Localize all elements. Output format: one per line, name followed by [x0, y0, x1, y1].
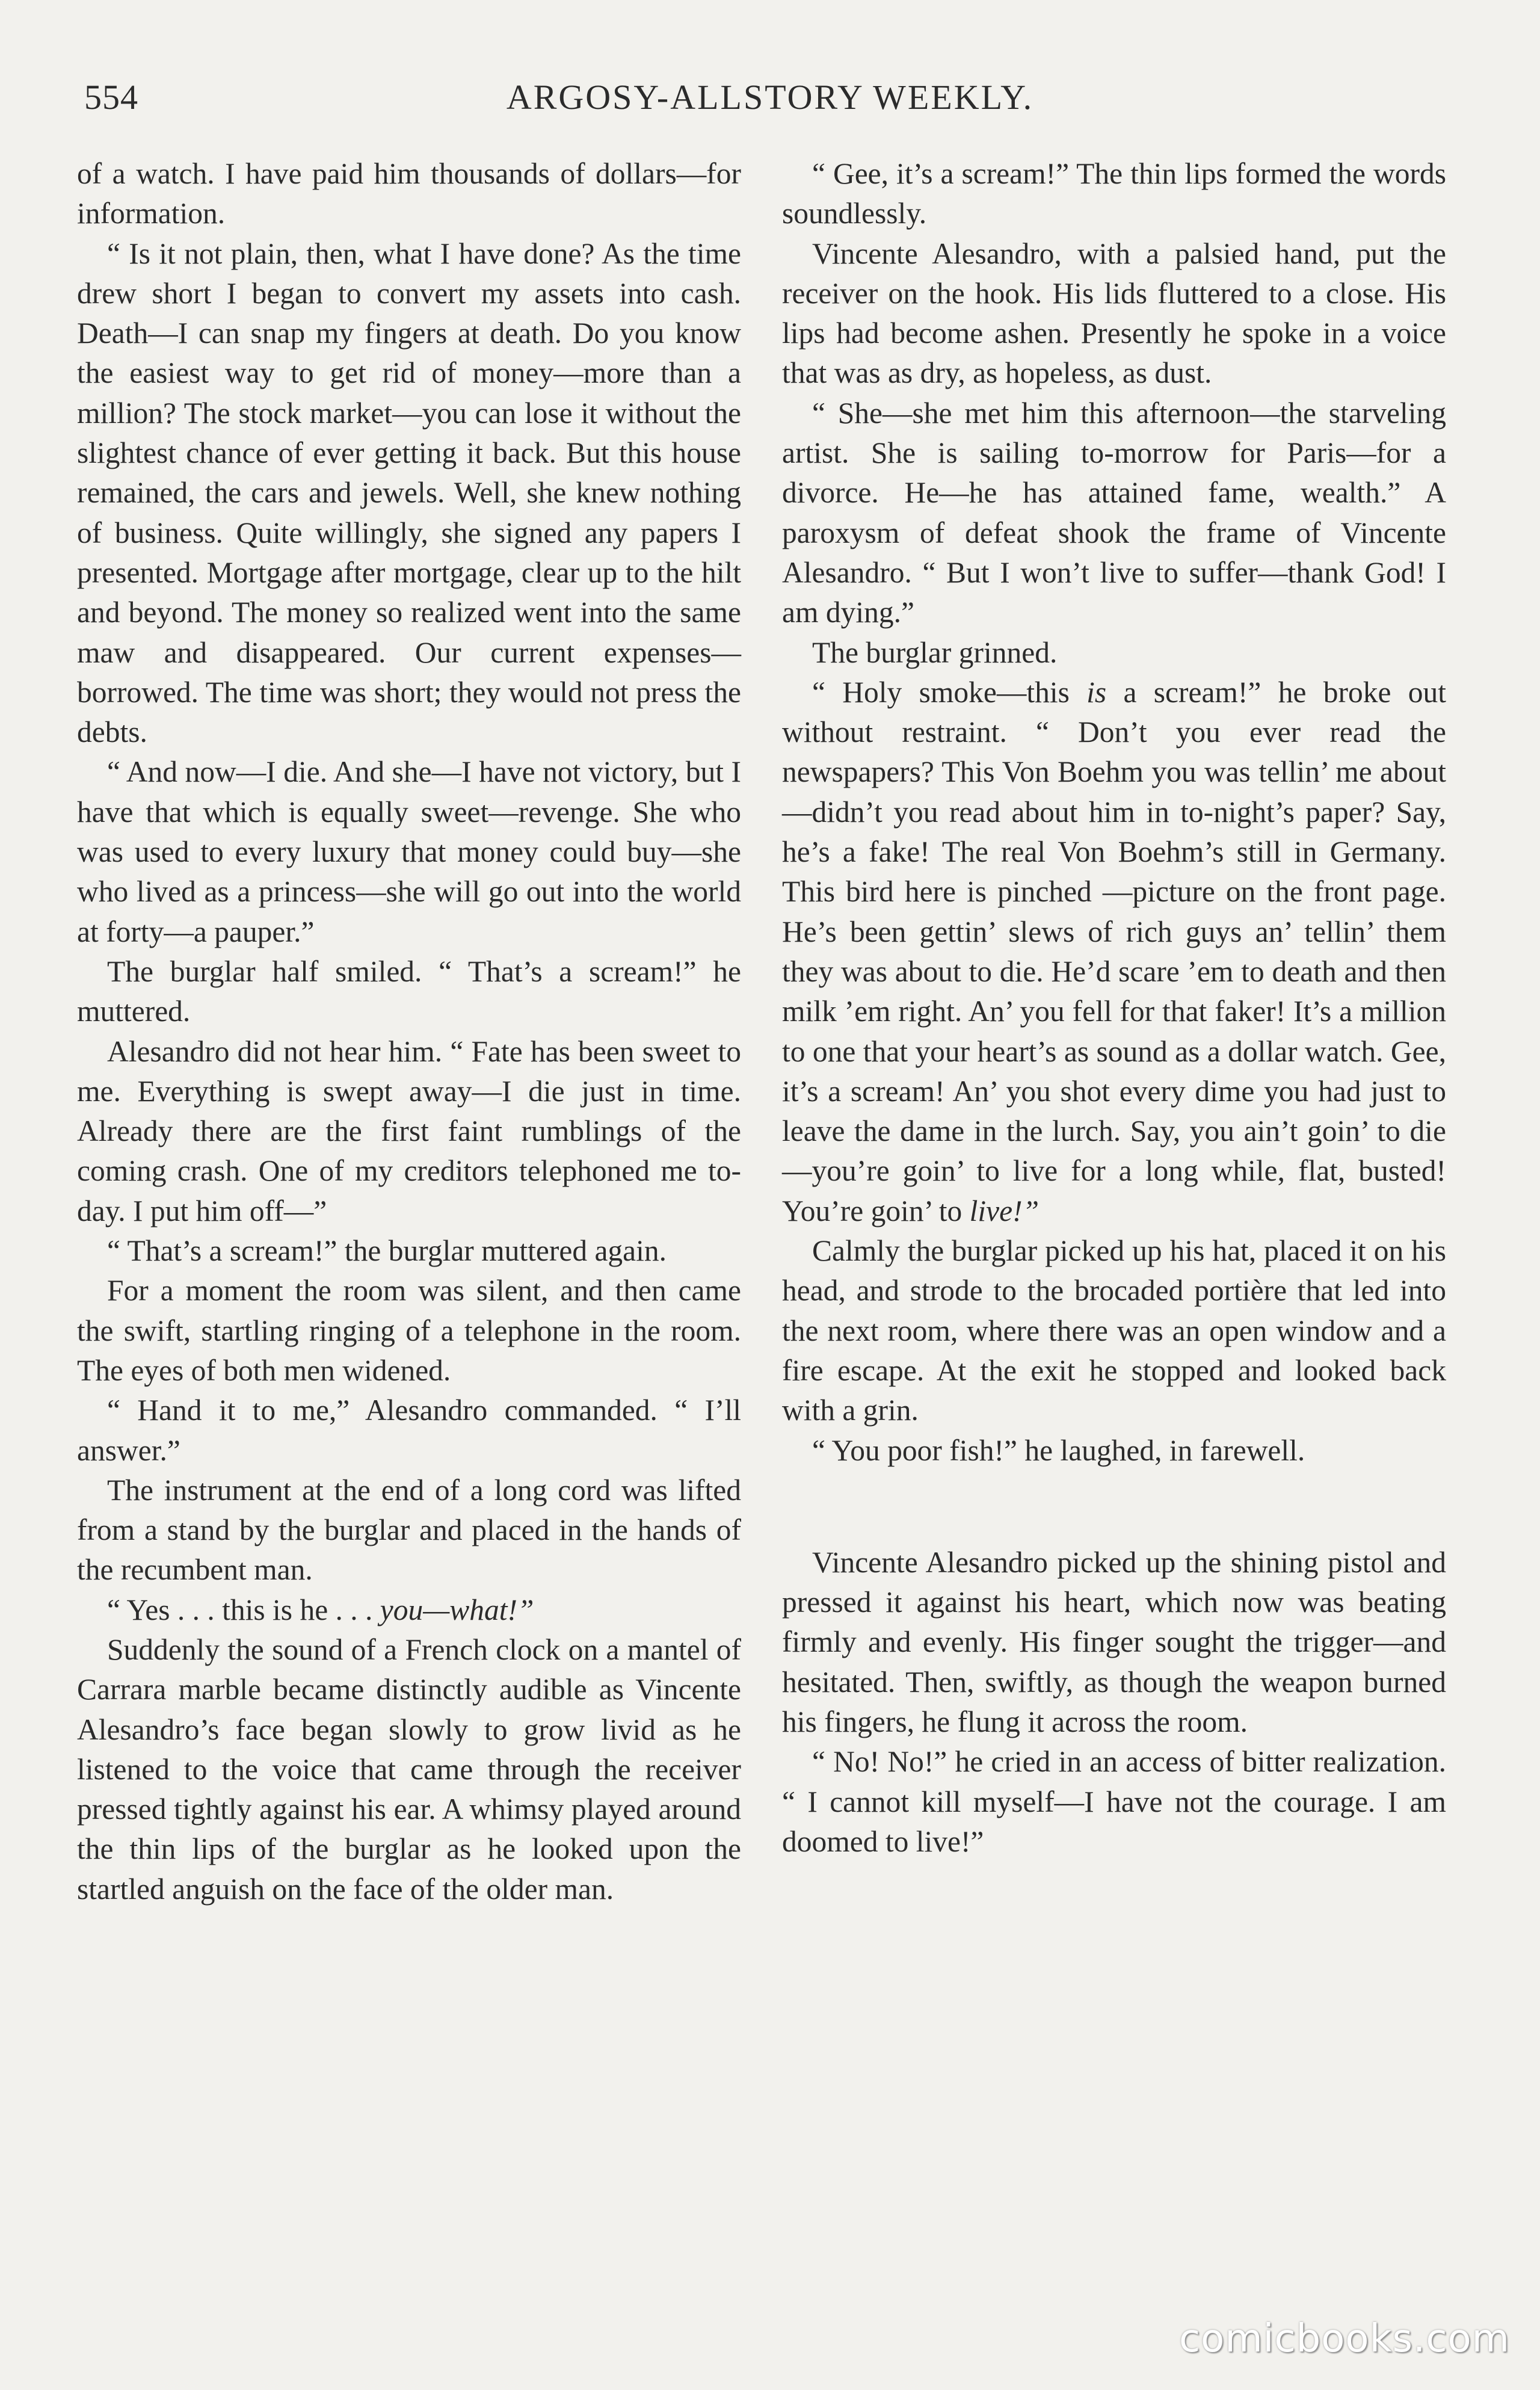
- dialogue-text: “ Holy smoke—this: [812, 675, 1087, 709]
- paragraph: Vincente Alesandro picked up the shining pistol and pressed it against his heart, which now was beating firmly and evenly. His finger sought the trigger—and hesitated. Then, swiftly, as though the weapon burned his fingers, he flung it across the room.: [782, 1545, 1446, 1738]
- paragraph: Alesandro did not hear him. “ Fate has been sweet to me. Everything is swept away—I die just in time. Already there are the first faint rumblings of the coming crash. One of my creditors telephoned me to-day. I put him off—”: [77, 1034, 741, 1227]
- page-header: [0, 77, 1540, 125]
- paragraph: “ Gee, it’s a scream!” The thin lips formed the words soundlessly.: [782, 157, 1446, 230]
- italic-text: live!”: [969, 1194, 1040, 1227]
- italic-text: you—what!”: [380, 1593, 534, 1626]
- paragraph: The burglar half smiled. “ That’s a scream!” he muttered.: [77, 954, 741, 1028]
- paragraph: Vincente Alesandro, with a palsied hand, put the receiver on the hook. His lids fluttered to a close. His lips had become ashen. Presently he spoke in a voice that was as dry, as hopeless, as dust.: [782, 236, 1446, 390]
- paragraph: of a watch. I have paid him thousands of dollars—for information.: [77, 157, 741, 230]
- running-title: ARGOSY-ALLSTORY WEEKLY.: [506, 78, 1034, 117]
- italic-text: is: [1086, 675, 1107, 709]
- paragraph: “ No! No!” he cried in an access of bitter realization. “ I cannot kill myself—I have not the courage. I am doomed to live!”: [782, 1745, 1446, 1858]
- paragraph: Calmly the burglar picked up his hat, placed it on his head, and strode to the brocaded portière that led into the next room, where there was an open window and a fire escape. At the exit he stopped and looked back with a grin.: [782, 1234, 1446, 1427]
- dialogue-text: a scream!” he broke out without restraint. “ Don’t you ever read the newspapers? This Von Boehm you was tellin’ me about—didn’t you read about him in to-night’s paper? Say, he’s a fake! The real Von Boehm’s still in Germany. This bird here is pinched —picture on the front page. He’s been gettin’ slews of rich guys an’ tellin’ them they was about to die. He’d scare ’em to death and then milk ’em right. An’ you fell for that faker! It’s a million to one that your heart’s as sound as a dollar watch. Gee, it’s a scream! An’ you shot every dime you had just to leave the dame in the lurch. Say, you ain’t goin’ to die—you’re goin’ to live for a long while, flat, busted! You’re goin’ to: [782, 675, 1446, 1227]
- paragraph: “ Is it not plain, then, what I have done? As the time drew short I began to convert my assets into cash. Death—I can snap my fingers at death. Do you know the easiest way to get rid of money—more than a million? The stock market—you can lose it without the slightest chance of ever getting it back. But this house remained, the cars and jewels. Well, she knew nothing of business. Quite willingly, she signed any papers I presented. Mortgage after mortgage, clear up to the hilt and beyond. The money so realized went into the same maw and disappeared. Our current expenses—borrowed. The time was short; they would not press the debts.: [77, 236, 741, 749]
- paragraph: For a moment the room was silent, and then came the swift, startling ringing of a telephone in the room. The eyes of both men widened.: [77, 1274, 741, 1387]
- paragraph: [782, 673, 1446, 1231]
- watermark: comicbooks.com: [1178, 2317, 1510, 2361]
- paragraph: The burglar grinned.: [812, 635, 1058, 669]
- paragraph: “ That’s a scream!” the burglar muttered again.: [107, 1234, 667, 1268]
- dialogue-text: “ Yes . . . this is he . . .: [107, 1593, 380, 1626]
- paragraph: [77, 1590, 741, 1630]
- paragraph: “ You poor fish!” he laughed, in farewell.: [812, 1433, 1305, 1467]
- paragraph: “ And now—I die. And she—I have not victory, but I have that which is equally sweet—revenge. She who was used to every luxury that money could buy—she who lived as a princess—she will go out into the world at forty—a pauper.”: [77, 755, 741, 948]
- left-column: [77, 154, 741, 1909]
- page-number: 554: [84, 78, 138, 117]
- paragraph: Suddenly the sound of a French clock on a mantel of Carrara marble became distinctly audible as Vincente Alesandro’s face began slowly to grow livid as he listened to the voice that came through the receiver pressed tightly against his ear. A whimsy played around the thin lips of the burglar as he looked upon the startled anguish on the face of the older man.: [77, 1632, 741, 1906]
- paragraph: The instrument at the end of a long cord was lifted from a stand by the burglar and placed in the hands of the recumbent man.: [77, 1473, 741, 1587]
- right-column: [782, 154, 1446, 1862]
- paragraph: “ She—she met him this afternoon—the starveling artist. She is sailing to-morrow for Paris—for a divorce. He—he has attained fame, wealth.” A paroxysm of defeat shook the frame of Vincente Alesandro. “ But I won’t live to suffer—thank God! I am dying.”: [782, 396, 1446, 629]
- paragraph: “ Hand it to me,” Alesandro commanded. “ I’ll answer.”: [77, 1394, 741, 1467]
